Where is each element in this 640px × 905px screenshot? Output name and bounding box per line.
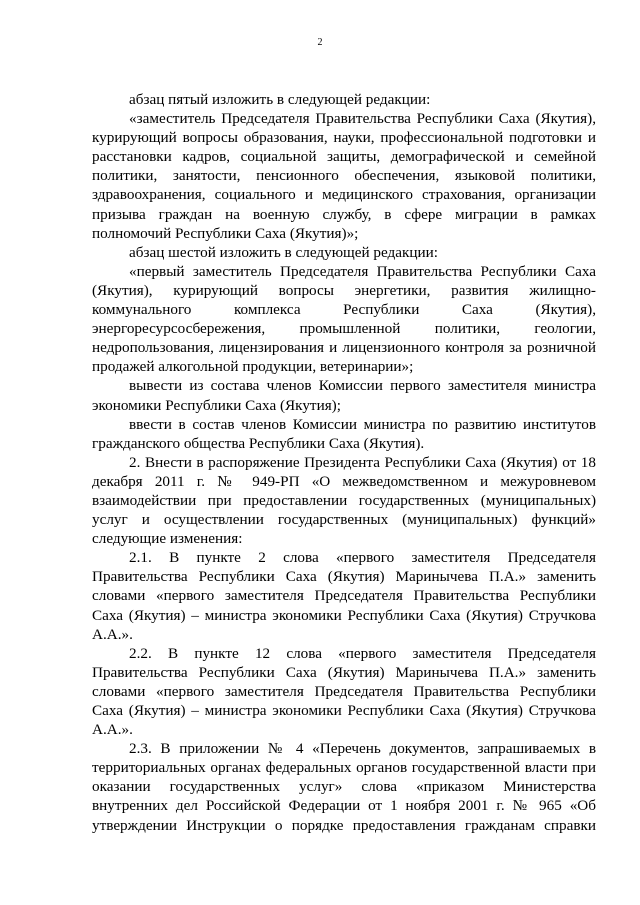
document-body xyxy=(92,90,596,835)
paragraph-5-instruction: абзац пятый изложить в следующей редакции: xyxy=(129,91,431,108)
item-2: 2. Внести в распоряжение Президента Республики Саха (Якутия) от 18 декабря 2011 г. № 949-РП «О межведомственном и межуровневом взаимодействии при предоставлении государственных (муниципальных) услуг и осуществлении государственных (муниципальных) функций» следующие изменения: xyxy=(92,453,596,548)
page-number: 2 xyxy=(317,37,323,48)
add-member-clause: ввести в состав членов Комиссии министра по развитию институтов гражданского общества Республики Саха (Якутия). xyxy=(92,415,596,452)
paragraph-6-text: «первый заместитель Председателя Правительства Республики Саха (Якутия), курирующий вопросы энергетики, развития жилищно-коммунального комплекса Республики Саха (Якутия), энергоресурсосбережения, промышленной политики, геологии, недропользования, лицензирования и лицензионного контроля за розничной продажей алкогольной продукции, ветеринарии»; xyxy=(92,262,596,376)
item-2-3: 2.3. В приложении № 4 «Перечень документов, запрашиваемых в территориальных органах федеральных органов государственной власти при оказании государственных услуг» слова «приказом Министерства внутренних дел Российской Федерации от 1 ноября 2001 г. № 965 «Об утверждении Инструкции о порядке предоставления гражданам справки xyxy=(92,740,596,834)
item-2-2: 2.2. В пункте 12 слова «первого заместителя Председателя Правительства Республики Саха (Якутия) Маринычева П.А.» заменить словами «первого заместителя Председателя Правительства Республики Саха (Якутия) – министра экономики Республики Саха (Якутия) Стручкова А.А.». xyxy=(92,644,596,739)
paragraph-6-instruction: абзац шестой изложить в следующей редакции: xyxy=(129,243,438,261)
paragraph-5-text: «заместитель Председателя Правительства Республики Саха (Якутия), курирующий вопросы образования, науки, профессиональной подготовки и расстановки кадров, социальной защиты, демографической и семейной политики, занятости, пенсионного обеспечения, языковой политики, здравоохранения, социального и медицинского страхования, организации призыва граждан на военную службу, в сфере миграции в рамках полномочий Республики Саха (Якутия)»; xyxy=(92,110,596,242)
remove-member-clause: вывести из состава членов Комиссии первого заместителя министра экономики Республики Саха (Якутия); xyxy=(92,377,596,414)
item-2-1: 2.1. В пункте 2 слова «первого заместителя Председателя Правительства Республики Саха (Якутия) Маринычева П.А.» заменить словами «первого заместителя Председателя Правительства Республики Саха (Якутия) – министра экономики Республики Саха (Якутия) Стручкова А.А.». xyxy=(92,549,596,643)
